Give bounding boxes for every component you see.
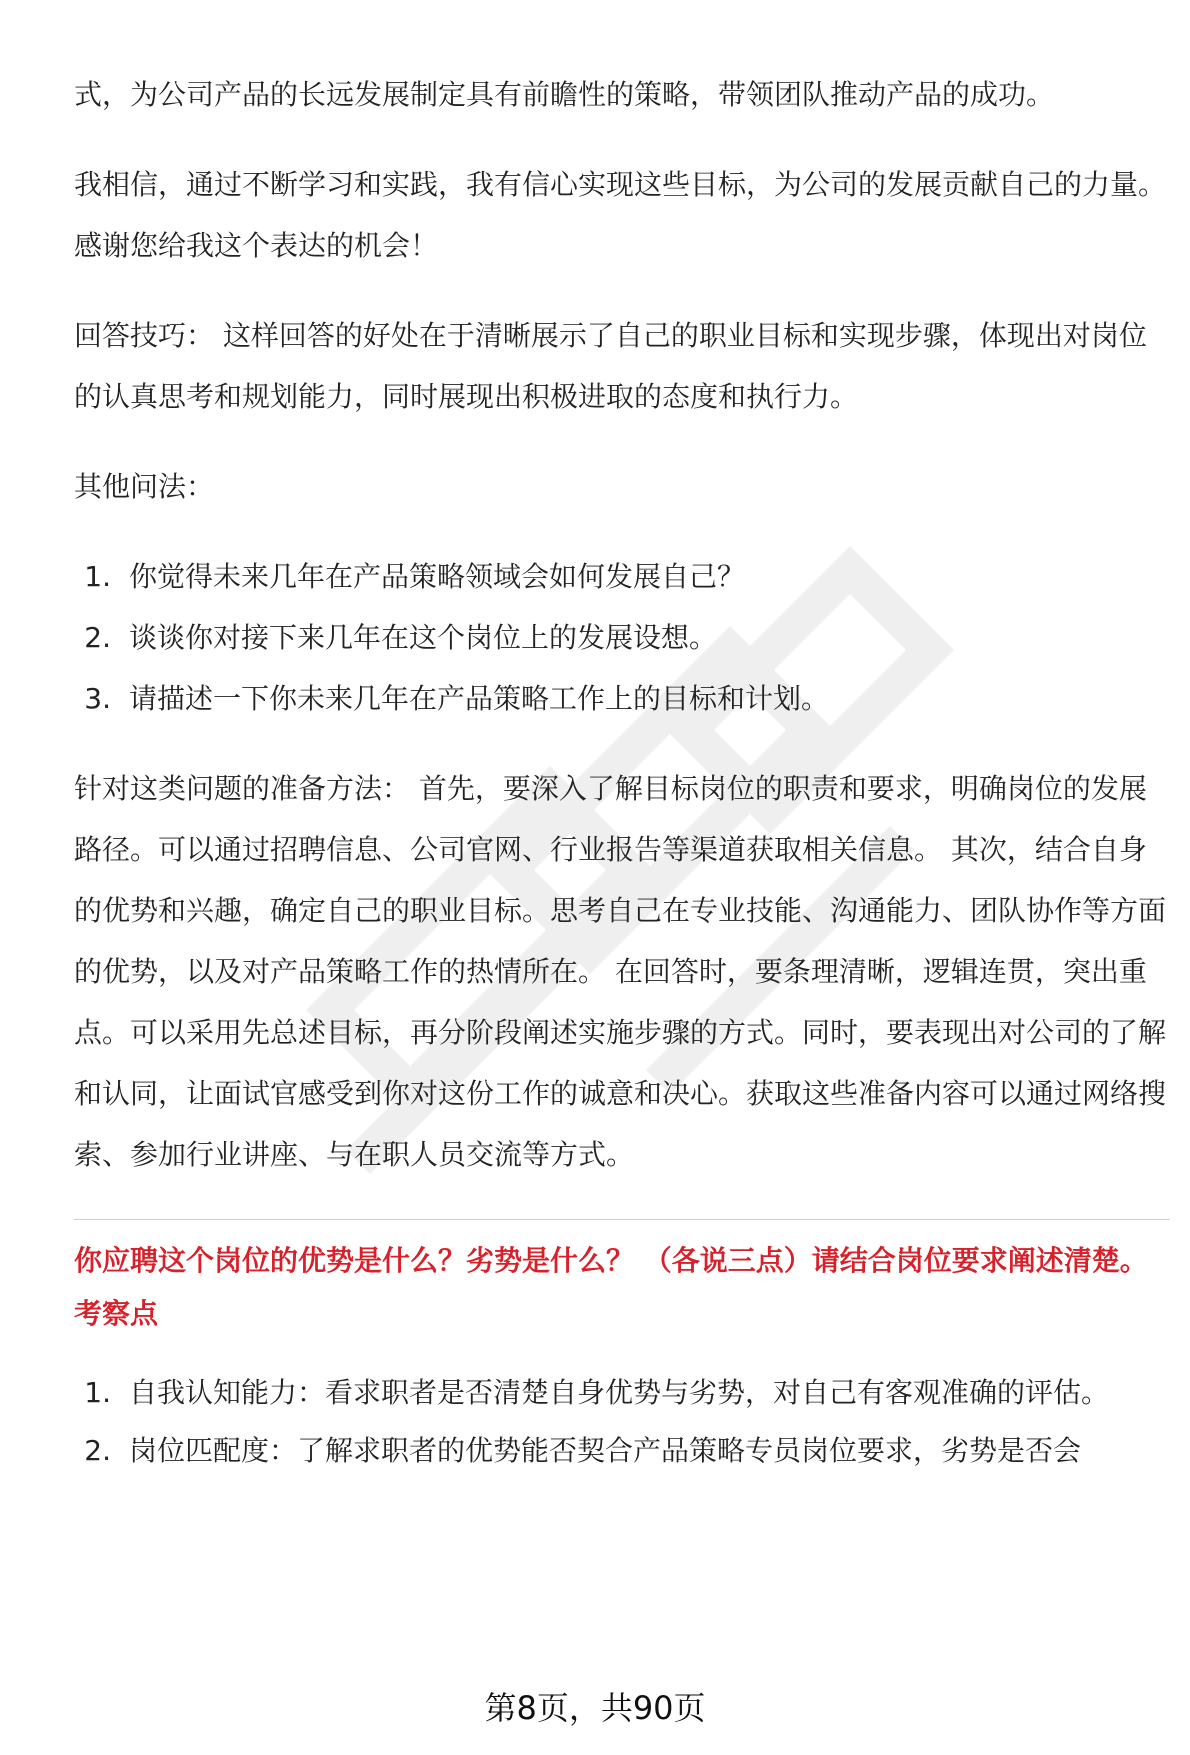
list-number: 1. xyxy=(84,560,111,593)
paragraph-2: 我相信，通过不断学习和实践，我有信心实现这些目标，为公司的发展贡献自己的力量。感谢您给我这个表达的机会！ xyxy=(74,168,1167,262)
assessment-points-list xyxy=(74,1364,1170,1480)
section-divider xyxy=(74,1219,1170,1220)
preparation-paragraph: 针对这类问题的准备方法： 首先，要深入了解目标岗位的职责和要求，明确岗位的发展路径。可以通过招聘信息、公司官网、行业报告等渠道获取相关信息。 其次，结合自身的优势和兴趣，确定自己的职业目标。思考自己在专业技能、沟通能力、团队协作等方面的优势，以及对产品策略工作的热情所在。 在回答时，要条理清晰，逻辑连贯，突出重点。可以采用先总述目标，再分阶段阐述实施步骤的方式。同时，要表现出对公司的了解和认同，让面试官感受到你对这份工作的诚意和决心。获取这些准备内容可以通过网络搜索、参加行业讲座、与在职人员交流等方式。 xyxy=(74,772,1167,1171)
answer-tip-paragraph: 回答技巧： 这样回答的好处在于清晰展示了自己的职业目标和实现步骤，体现出对岗位的认真思考和规划能力，同时展现出积极进取的态度和执行力。 xyxy=(74,319,1147,413)
list-item xyxy=(74,1364,1170,1422)
list-number: 3. xyxy=(84,682,111,715)
list-number: 2. xyxy=(84,1434,111,1467)
list-item xyxy=(74,668,1170,729)
other-questions-heading: 其他问法： xyxy=(74,470,215,503)
paragraph-1: 式，为公司产品的长远发展制定具有前瞻性的策略，带领团队推动产品的成功。 xyxy=(74,78,1055,111)
list-text: 谈谈你对接下来几年在这个岗位上的发展设想。 xyxy=(129,621,718,654)
question-title: 你应聘这个岗位的优势是什么？劣势是什么？ （各说三点）请结合岗位要求阐述清楚。 xyxy=(74,1244,1148,1277)
list-number: 1. xyxy=(84,1376,111,1409)
list-item xyxy=(74,1422,1170,1480)
list-number: 2. xyxy=(84,621,111,654)
list-item xyxy=(74,607,1170,668)
list-text: 自我认知能力：看求职者是否清楚自身优势与劣势，对自己有客观准确的评估。 xyxy=(129,1376,1110,1409)
list-text: 请描述一下你未来几年在产品策略工作上的目标和计划。 xyxy=(129,682,830,715)
content-area xyxy=(74,64,1170,1480)
list-item xyxy=(74,546,1170,607)
page-number-footer: 第8页，共90页 xyxy=(484,1689,706,1727)
question-subheading: 考察点 xyxy=(74,1297,159,1330)
list-text: 岗位匹配度：了解求职者的优势能否契合产品策略专员岗位要求，劣势是否会 xyxy=(129,1434,1082,1467)
list-text: 你觉得未来几年在产品策略领域会如何发展自己？ xyxy=(129,560,746,593)
other-questions-list xyxy=(74,546,1170,729)
